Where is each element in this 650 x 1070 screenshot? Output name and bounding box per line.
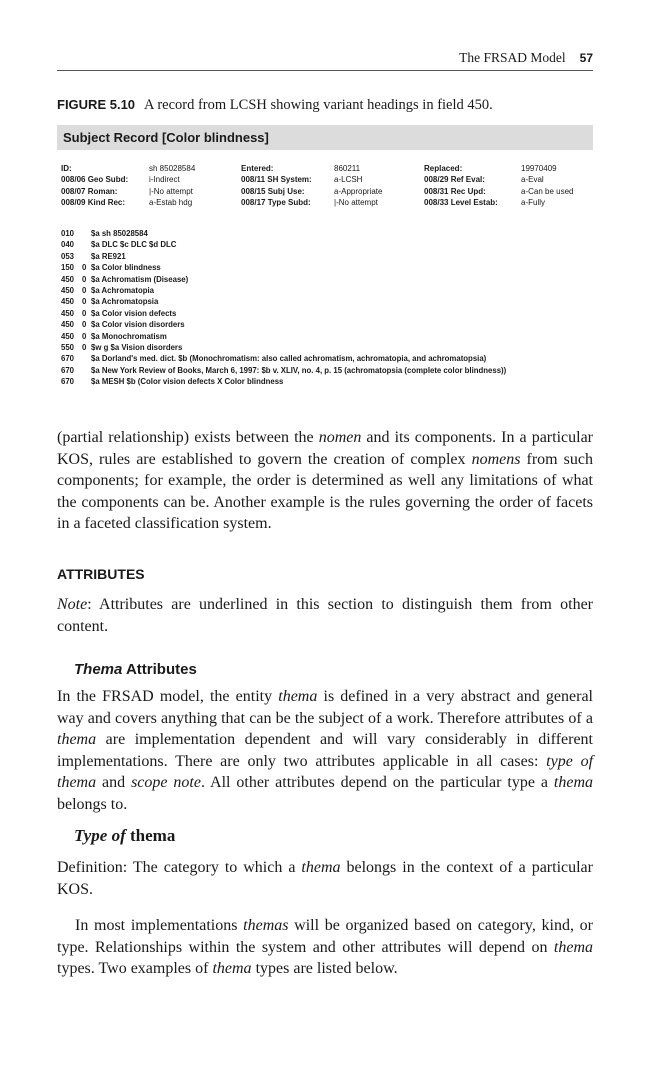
fixed-field-value: a-LCSH bbox=[334, 175, 363, 185]
fixed-field-label: 008/15 Subj Use: bbox=[241, 186, 305, 196]
marc-field-indicator: 0 bbox=[82, 320, 87, 330]
marc-field-row bbox=[61, 342, 601, 353]
text-run: from such components; for example, the order is determined as well any limitations of what the components can be. Another example is the rules governing the order of facets in a faceted classification system. bbox=[57, 450, 593, 532]
marc-field-value: $w g $a Vision disorders bbox=[91, 343, 183, 353]
fixed-field-value: 860211 bbox=[334, 164, 361, 173]
text-run: will be organized based on category, kind, or type. Relationships within the system and other attributes will depend on bbox=[57, 917, 593, 956]
marc-field-tag: 450 bbox=[61, 297, 75, 307]
text-run: are implementation dependent and will vary considerably in different implementations. There are only two attributes applicable in all cases: bbox=[57, 731, 593, 770]
fixed-field-label: ID: bbox=[61, 164, 72, 173]
marc-field-tag: 150 bbox=[61, 263, 75, 273]
italic-term: nomens bbox=[471, 450, 521, 468]
definition-paragraph bbox=[57, 857, 593, 900]
marc-field-tag: 450 bbox=[61, 308, 75, 318]
text-run: belongs in the context of a particular KOS. bbox=[57, 859, 593, 898]
page-number: 57 bbox=[579, 51, 593, 65]
record-title-bar: Subject Record [Color blindness] bbox=[57, 125, 593, 150]
fixed-field-value: a-Estab hdg bbox=[149, 197, 193, 207]
heading-thema-attributes bbox=[74, 661, 197, 678]
fixed-field-label: Entered: bbox=[241, 164, 274, 173]
note-block bbox=[57, 594, 593, 637]
fixed-field-row bbox=[61, 174, 601, 185]
italic-term: type of thema bbox=[57, 752, 594, 791]
marc-field-value: $a Color vision disorders bbox=[91, 320, 185, 330]
fixed-field-value: a-Fully bbox=[521, 197, 546, 207]
marc-field-tag: 010 bbox=[61, 229, 75, 238]
fixed-field-value: 19970409 bbox=[521, 164, 557, 173]
marc-field-indicator: 0 bbox=[82, 308, 87, 318]
running-title: The FRSAD Model bbox=[459, 50, 566, 65]
fixed-field-label: Replaced: bbox=[424, 164, 463, 173]
marc-field-row bbox=[61, 353, 601, 364]
figure-caption-text: A record from LCSH showing variant headings in field 450. bbox=[144, 97, 493, 113]
marc-field-tag: 040 bbox=[61, 240, 75, 250]
paragraph-2-block bbox=[57, 686, 593, 815]
text-run: belongs to. bbox=[57, 795, 128, 813]
figure-label: FIGURE 5.10 bbox=[57, 97, 136, 112]
marc-field-tag: 550 bbox=[61, 343, 75, 353]
marc-field-value: $a Dorland's med. dict. $b (Monochromatism: also called achromatism, achromatopia, and achromatopsia) bbox=[91, 354, 487, 364]
fixed-field-label: 008/31 Rec Upd: bbox=[424, 186, 486, 196]
marc-field-value: $a Achromatopsia bbox=[91, 297, 159, 307]
marc-field-value: $a MESH $b (Color vision defects X Color blindness bbox=[91, 377, 284, 387]
marc-field-value: $a DLC $c DLC $d DLC bbox=[91, 240, 177, 250]
text-run: and its components. In a particular KOS, rules are established to govern the creation of complex bbox=[57, 429, 594, 468]
marc-field-row bbox=[61, 365, 601, 376]
text-run: (partial relationship) exists between the bbox=[57, 429, 319, 446]
marc-field-indicator: 0 bbox=[82, 297, 87, 307]
fixed-field-row bbox=[61, 186, 601, 197]
marc-field-indicator: 0 bbox=[82, 286, 87, 296]
marc-field-indicator: 0 bbox=[82, 263, 87, 273]
italic-term: thema bbox=[57, 731, 97, 748]
paragraph-2 bbox=[57, 686, 593, 815]
marc-field-tag: 450 bbox=[61, 331, 75, 341]
marc-field-row bbox=[61, 319, 601, 330]
marc-field-value: $a Achromatopia bbox=[91, 286, 154, 296]
heading-attributes: ATTRIBUTES bbox=[57, 566, 145, 582]
marc-field-indicator: 0 bbox=[82, 274, 87, 284]
marc-field-tag: 053 bbox=[61, 251, 75, 261]
fixed-field-value: |-No attempt bbox=[334, 197, 378, 207]
italic-term: Note bbox=[57, 596, 88, 613]
italic-term: themas bbox=[243, 917, 289, 934]
marc-field-row bbox=[61, 308, 601, 319]
marc-field-row bbox=[61, 285, 601, 296]
heading-type-of-thema bbox=[74, 826, 175, 846]
variable-fields bbox=[61, 228, 601, 388]
heading-type-rest: thema bbox=[125, 826, 176, 845]
fixed-field-label: 008/06 Geo Subd: bbox=[61, 175, 129, 185]
marc-field-indicator: 0 bbox=[82, 331, 87, 341]
definition-block bbox=[57, 857, 593, 900]
marc-field-tag: 670 bbox=[61, 354, 75, 364]
marc-field-row bbox=[61, 331, 601, 342]
marc-field-row bbox=[61, 251, 601, 262]
marc-field-value: $a sh 85028584 bbox=[91, 229, 148, 238]
marc-field-tag: 450 bbox=[61, 274, 75, 284]
marc-field-tag: 670 bbox=[61, 365, 75, 375]
text-run: . All other attributes depend on the particular type a bbox=[200, 774, 554, 791]
fixed-field-value: |-No attempt bbox=[149, 186, 193, 196]
text-run: In the FRSAD model, the entity bbox=[57, 688, 279, 705]
text-run: : Attributes are underlined in this section to distinguish them from other content. bbox=[57, 596, 593, 635]
figure-caption bbox=[57, 97, 493, 114]
fixed-field-label: 008/11 SH System: bbox=[241, 175, 312, 185]
text-run: is defined in a very abstract and general way and covers anything that can be the subject of a work. Therefore attributes of a bbox=[57, 688, 593, 727]
fixed-fields-table bbox=[61, 163, 601, 208]
marc-field-row bbox=[61, 239, 601, 250]
italic-term: thema bbox=[553, 774, 593, 791]
marc-field-value: $a Color blindness bbox=[91, 263, 161, 273]
italic-term: nomen bbox=[318, 429, 362, 446]
fixed-field-value: a-Can be used bbox=[521, 186, 574, 196]
marc-field-row bbox=[61, 262, 601, 273]
marc-field-row bbox=[61, 228, 601, 239]
italic-term: thema bbox=[212, 960, 252, 977]
marc-field-value: $a RE921 bbox=[91, 251, 126, 261]
text-run: types are listed below. bbox=[251, 960, 398, 977]
text-run: and bbox=[96, 774, 132, 791]
fixed-field-row bbox=[61, 163, 601, 174]
marc-field-row bbox=[61, 376, 601, 387]
paragraph-1 bbox=[57, 427, 593, 535]
fixed-field-value: sh 85028584 bbox=[149, 164, 196, 173]
text-run: types. Two examples of bbox=[57, 960, 213, 977]
fixed-field-value: a-Eval bbox=[521, 175, 544, 185]
heading-thema-rest: Attributes bbox=[122, 661, 197, 678]
italic-term: thema bbox=[553, 938, 593, 956]
marc-field-row bbox=[61, 274, 601, 285]
marc-field-tag: 450 bbox=[61, 320, 75, 330]
fixed-field-label: 008/09 Kind Rec: bbox=[61, 197, 126, 207]
marc-field-value: $a New York Review of Books, March 6, 1997: $b v. XLIV, no. 4, p. 15 (achromatopsia (complete color blindness)) bbox=[91, 365, 507, 375]
heading-type-italic: Type of bbox=[74, 826, 126, 845]
fixed-field-value: a-Appropriate bbox=[334, 186, 383, 196]
fixed-field-label: 008/07 Roman: bbox=[61, 186, 118, 196]
fixed-field-row bbox=[61, 197, 601, 208]
fixed-field-label: 008/17 Type Subd: bbox=[241, 197, 311, 207]
fixed-field-value: i-Indirect bbox=[149, 175, 180, 185]
paragraph-continuation bbox=[57, 427, 593, 535]
note-paragraph bbox=[57, 594, 593, 637]
heading-thema-italic: Thema bbox=[74, 661, 123, 678]
paragraph-3 bbox=[57, 915, 593, 980]
text-run: In most implementations bbox=[75, 917, 244, 934]
italic-term: thema bbox=[278, 688, 318, 705]
marc-field-row bbox=[61, 296, 601, 307]
marc-field-value: $a Achromatism (Disease) bbox=[91, 274, 189, 284]
running-header bbox=[57, 50, 593, 71]
marc-field-value: $a Monochromatism bbox=[91, 331, 167, 341]
italic-term: scope note bbox=[131, 774, 201, 791]
text-run: Definition: The category to which a bbox=[57, 859, 302, 876]
paragraph-3-block bbox=[57, 915, 593, 980]
marc-field-value: $a Color vision defects bbox=[91, 308, 177, 318]
marc-field-indicator: 0 bbox=[82, 343, 87, 353]
marc-field-tag: 450 bbox=[61, 286, 75, 296]
italic-term: thema bbox=[301, 859, 341, 876]
fixed-field-label: 008/33 Level Estab: bbox=[424, 197, 498, 207]
marc-field-tag: 670 bbox=[61, 377, 75, 387]
fixed-field-label: 008/29 Ref Eval: bbox=[424, 175, 485, 185]
